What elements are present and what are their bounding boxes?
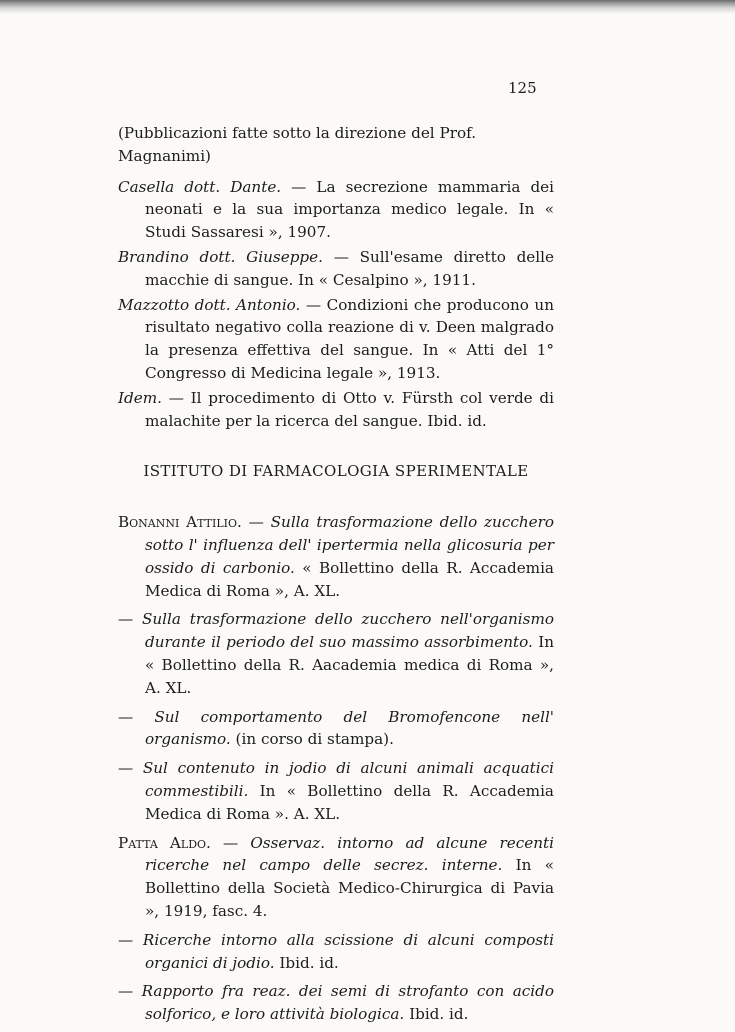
entry-dash: — — [118, 930, 143, 949]
entry-dash: — — [210, 833, 251, 852]
entry-dash: — — [118, 707, 155, 726]
entry-text: In « Bollettino della R. Accademia Medica di Roma ». A. XL. — [145, 781, 554, 823]
entry-author: Brandino dott. Giuseppe. — [118, 247, 323, 266]
entry-dash: — — [118, 610, 142, 629]
entry-dash: — — [118, 759, 143, 778]
entry-text: Ibid. id. — [274, 953, 339, 972]
entry-title: Ricerche intorno alla scissione di alcuni composti organici di jodio. — [142, 930, 554, 972]
page-content — [118, 122, 554, 1032]
entry-text: — Sull'esame diretto delle macchie di sangue. In « Cesalpino », 1911. — [145, 247, 554, 289]
bibliography-entry — [118, 246, 554, 292]
entry-author: Patta Aldo. — [118, 833, 211, 852]
entry-title: Sulla trasformazione dello zucchero nell'organismo durante il periodo del suo massimo assorbimento. — [142, 610, 554, 652]
bibliography-entry — [118, 294, 554, 385]
entry-text: Ibid. id. — [404, 1005, 469, 1024]
scan-edge-shadow — [0, 0, 735, 14]
entry-title: Sulla trasformazione dello zucchero sotto l' influenza dell' ipertermia nella glicosuria per ossido di carbonio. — [145, 513, 555, 577]
bibliography-entry — [118, 929, 554, 975]
bibliography-entry — [118, 608, 554, 699]
entry-author: Bonanni Attilio. — [118, 513, 242, 532]
entry-title: Rapporto fra reaz. dei semi di strofanto con acido solforico, e loro attività biologica. — [141, 982, 555, 1024]
entry-title: Osservaz. intorno ad alcune recenti ricerche nel campo delle secrez. interne. — [145, 833, 554, 875]
bibliography-entry — [118, 176, 554, 244]
entry-text: In « Bollettino della R. Aacademia medica di Roma », A. XL. — [145, 633, 555, 697]
bibliography-entry — [118, 387, 554, 433]
bibliography-entry — [118, 980, 554, 1026]
page-number: 125 — [508, 79, 537, 97]
entry-title: Sul contenuto in jodio di alcuni animali acquatici commestibili. — [142, 759, 554, 800]
entry-text: — Il procedimento di Otto v. Fürsth col verde di malachite per la ricerca del sangue. Ibid. id. — [145, 388, 554, 430]
bibliography-entry — [118, 706, 554, 752]
entry-dash: — — [118, 982, 142, 1001]
entry-text: — Condizioni che producono un risultato negativo colla reazione di v. Deen malgrado la presenza effettiva del sangue. In « Atti del 1° Congresso di Medicina legale », 1913. — [145, 295, 554, 382]
section-title: ISTITUTO DI FARMACOLOGIA SPERIMENTALE — [143, 462, 529, 481]
entry-author: Idem. — [118, 388, 162, 407]
header-note: (Pubblicazioni fatte sotto la direzione del Prof. Magnanimi) — [118, 124, 477, 165]
entry-text: — La secrezione mammaria dei neonati e la sua importanza medico legale. In « Studi Sassaresi », 1907. — [145, 177, 555, 242]
entry-title: Sul comportamento del Bromofencone nell' organismo. — [145, 707, 554, 749]
entry-dash: — — [241, 513, 271, 532]
entry-author: Casella dott. Dante. — [118, 177, 282, 196]
bibliography-entry — [118, 511, 554, 602]
bibliography-entry — [118, 757, 554, 825]
bibliography-entry — [118, 832, 554, 923]
entry-author: Mazzotto dott. Antonio. — [118, 295, 301, 314]
entry-text: In « Bollettino della Società Medico-Chirurgica di Pavia », 1919, fasc. 4. — [145, 856, 554, 920]
entry-text: « Bollettino della R. Accademia Medica di Roma », A. XL. — [145, 558, 554, 600]
entry-text: (in corso di stampa). — [230, 730, 394, 749]
